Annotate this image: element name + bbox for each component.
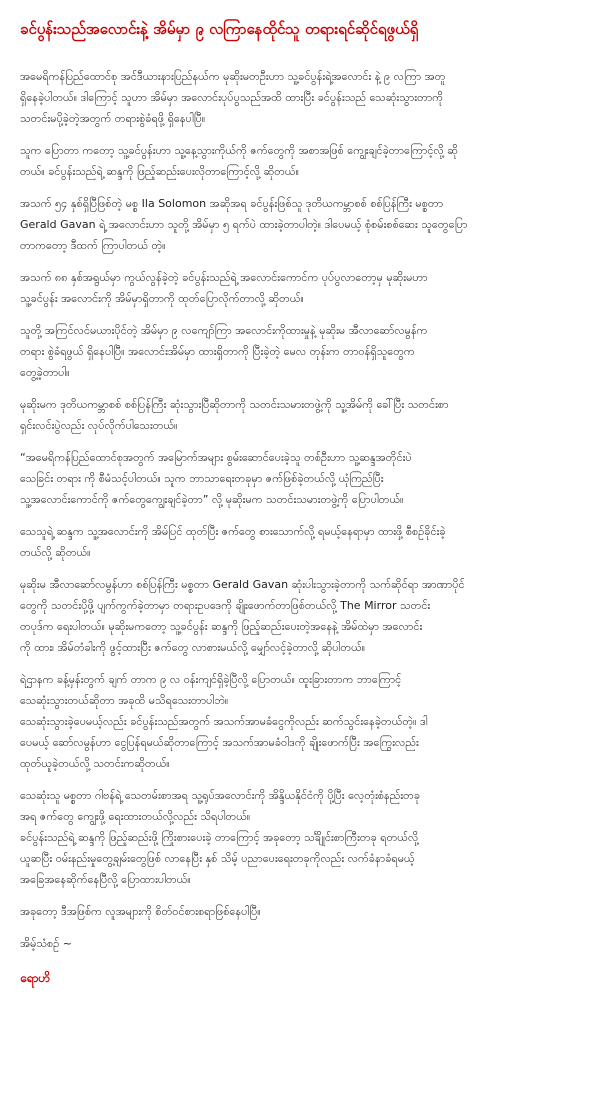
source-credit: ရောဟိ <box>20 971 51 985</box>
paragraph-line: မုဆိုးမ အီလာဆော်လမွန်ဟာ စစ်ပြန်ကြီး မစ္စတာ Gerald Gavan ဆုံးပါးသွားခဲ့တာကို သက်ဆိုင်ရာ အာဏာပိုင် <box>20 578 465 591</box>
author-signature: အိမ့်သံစဉ် ~ <box>20 937 73 950</box>
paragraph-line: တာကတော့ ဒီထက် ကြာပါတယ် တဲ့။ <box>20 239 166 252</box>
paragraph-line: ယူဆပြီး ဝမ်းနည်းမှုတွေ့ချမ်းတွေဖြစ် လာနေပြီး နှစ် သိမ့် ပညာပေးရေးတခုကိုလည်း လက်ခံနာခံရမယ့် <box>20 852 415 865</box>
paragraph-12 <box>20 901 582 922</box>
article-body <box>20 66 582 922</box>
paragraph-7-quote <box>20 447 582 510</box>
paragraph-2 <box>20 140 582 182</box>
paragraph-line: သူက ပြောတာ ကတော့ သူ့ခင်ပွန်းဟာ သူ့နေ့သွားကိုယ်ကို ဇက်တွေကို အစာအဖြစ် ကျွေးချင်ခဲ့တာကြောင့်လို့ ဆို <box>20 144 458 157</box>
paragraph-line: တယ်လို့ ဆိုတယ်။ <box>20 546 91 559</box>
paragraph-9 <box>20 574 582 658</box>
paragraph-line: သေခြင်း တရား ကို စီမံသင့်ပါတယ်။ သူက ဘာသာရေးတခုမှာ ဇက်ဖြစ်ခဲ့တယ်လို့ ယုံကြည်ပြီး <box>20 472 384 485</box>
paragraph-line: ကို ထား၊ အိမ်တံခါးကို ဖွင့်ထားပြီး ဇက်တွေ လာစားမယ်လို့ မျှော်လင့်ခဲ့တာလို့ ဆိုပါတယ်။ <box>20 641 366 654</box>
paragraph-line: အမေရိကန်ပြည်ထောင်စု အင်ဒီယားနားပြည်နယ်က မုဆိုးမတဦးဟာ သူ့ခင်ပွန်းရဲ့အလောင်း နဲ့ ၉ လကြာ အတူ <box>20 70 446 83</box>
paragraph-line: သူတို့ အကြင်လင်မယားပိုင်တဲ့ အိမ်မှာ ၉ လကျော်ကြာ အလောင်းကိုထားမှုနဲ့ မုဆိုးမ အီလာဆော်လမွန်က <box>20 324 428 337</box>
paragraph-line: အခြေအနေဆိုက်နေပြီလို့ ပြောထားပါတယ်။ <box>20 873 191 886</box>
paragraph-line: အရ ဇက်တွေ ကျွေးဖို့ ရေးထားတယ်လို့လည်း သိရပါတယ်။ <box>20 810 251 823</box>
paragraph-line: မုဆိုးမက ဒုတိယကမ္ဘာစစ် စစ်ပြန်ကြီး ဆုံးသွားပြီဆိုတာကို သတင်းသမားတဖွဲ့ကို သူ့အိမ်ကို ခေါ်ပြီး သတင်းစာ <box>20 398 449 411</box>
paragraph-8 <box>20 521 582 563</box>
paragraph-line: တပုဒ်က ရေးပါတယ်။ မုဆိုးမကတော့ သူ့ခင်ပွန်း ဆန္ဒကို ဖြည့်ဆည်းပေးတဲ့အနေနဲ့ အိမ်ထဲမှာ အလောင်း <box>20 620 423 633</box>
paragraph-line: Gerald Gavan ရဲ့ အလောင်းဟာ သူတို့ အိမ်မှာ ၅ ရက်ပဲ ထားခဲ့တာပါတဲ့။ ဒါပေမယ့် စုံစမ်းစစ်ဆေး သူတွေပြော <box>20 218 468 231</box>
paragraph-line: သေဆုံးသွားတယ်ဆိုတာ အခုထိ မသိရသေးတာပါဘဲ။ <box>20 694 229 707</box>
paragraph-line: သူ့ခင်ပွန်း အလောင်းကို အိမ်မှာရှိတာကို ထုတ်ပြောလိုက်တာလို့ ဆိုတယ်။ <box>20 292 304 305</box>
article-headline: ခင်ပွန်းသည်အလောင်းနဲ့ အိမ်မှာ ၉ လကြာနေထိုင်သူ တရားရင်ဆိုင်ရဖွယ်ရှိ <box>20 20 419 38</box>
paragraph-line: ရဲဌာနက ခန့်မှန်းတွက် ချက် တာက ၉ လ ဝန်းကျင်ရှိခဲ့ပြီလို့ ပြောတယ်။ ထူးခြားတာက ဘာကြောင့် <box>20 673 402 686</box>
paragraph-5 <box>20 320 582 383</box>
paragraph-6 <box>20 394 582 436</box>
paragraph-line: သတင်းမပို့ခဲ့တဲ့အတွက် တရားစွဲခံရဖို့ ရှိနေပါပြီ။ <box>20 112 206 125</box>
paragraph-line: ရှင်းလင်းပွဲလည်း လုပ်လိုက်ပါသေးတယ်။ <box>20 419 178 432</box>
paragraph-line: ခင်ပွန်းသည်ရဲ့ ဆန္ဒကို ဖြည့်ဆည်းဖို့ ကြိုးစားပေးခဲ့ တာကြောင့် အခုတော့ သင်္ချိုင်းစာကြီးတခု ရတယ်လို့ <box>20 831 419 844</box>
paragraph-11 <box>20 785 582 890</box>
paragraph-line: တယ်။ ခင်ပွန်းသည်ရဲ့ ဆန္ဒကို ဖြည့်ဆည်းပေးလိုတာကြောင့်လို့ ဆိုတယ်။ <box>20 165 299 178</box>
paragraph-line: ရှိနေခဲ့ပါတယ်။ ဒါကြောင့် သူဟာ အိမ်မှာ အလောင်းပုပ်ပွသည်အထိ ထားပြီး ခင်ပွန်းသည် သေဆုံးသွားတာကို <box>20 91 444 104</box>
paragraph-line: သေဆုံးသူ မစ္စတာ ဂါဗန်ရဲ့ သေတမ်းစာအရ သူ့ရုပ်အလောင်းကို အိန္ဒိယနိုင်ငံကို ပို့ပြီး လေ့တုံးစံနည်းတခု <box>20 789 421 802</box>
paragraph-line: တရား စွဲခံရဖွယ် ရှိနေပါပြီ။ အလောင်းအိမ်မှာ ထားရှိတာကို ပြီးခဲ့တဲ့ မေလ တုန်းက တာဝန်ရှိသူတွေက <box>20 345 415 358</box>
paragraph-10 <box>20 669 582 774</box>
paragraph-4 <box>20 267 582 309</box>
paragraph-line: သူ့အလောင်းကောင်ကို ဇက်တွေကျွေးချင်ခဲ့တာ” လို့ မုဆိုးမက သတင်းသမားတဖွဲ့ကို ပြောပါတယ်။ <box>20 493 404 506</box>
paragraph-line: သေဆုံးသွားခဲ့ပေမယ့်လည်း ခင်ပွန်းသည်အတွက် အသက်အာမခံငွေကိုလည်း ဆက်သွင်းနေခဲ့တယ်တဲ့။ ဒါ <box>20 715 428 728</box>
paragraph-line: တွေကို သတင်းပို့ဖို့ ပျက်ကွက်ခဲ့တာမှာ တရားဥပဒေကို ချိုးဖောက်တာဖြစ်တယ်လို့ The Mirror သတင်း <box>20 599 431 612</box>
paragraph-line: အသက် ၈၈ နှစ်အရွယ်မှာ ကွယ်လွန်ခဲ့တဲ့ ခင်ပွန်းသည်ရဲ့ အလောင်းကောင်က ပုပ်ပွလာတော့မှ မုဆိုးမဟာ <box>20 271 428 284</box>
paragraph-line: “အမေရိကန်ပြည်ထောင်စုအတွက် အမြောက်အများ စွမ်းဆောင်ပေးခဲ့သူ တစ်ဦးဟာ သူ့ဆန္ဒအတိုင်းပဲ <box>20 451 412 464</box>
paragraph-line: အခုတော့ ဒီအဖြစ်က လူအများကို စိတ်ဝင်စားစရာဖြစ်နေပါပြီ။ <box>20 905 261 918</box>
paragraph-line: ထုတ်ယူခဲ့တယ်လို့ သတင်းကဆိုတယ်။ <box>20 757 170 770</box>
paragraph-line: တွေ့ခဲ့တာပါ။ <box>20 366 70 379</box>
paragraph-1 <box>20 66 582 129</box>
paragraph-3 <box>20 193 582 256</box>
paragraph-line: သေသူရဲ့ ဆန္ဒက သူ့အလောင်းကို အိမ်ပြင် ထုတ်ပြီး ဇက်တွေ စားသောက်လို့ ရမယ့်နေရာမှာ ထားဖို့ စီစဉ်ခိုင်းခဲ့ <box>20 525 446 538</box>
paragraph-line: ပေမယ့် ဆော်လမွန်ဟာ ငွေပြန်ရမယ်ဆိုတာကြောင့် အသက်အာမခံဝါဒကို ချိုးဖောက်ပြီး အကြွေးလည်း <box>20 736 419 749</box>
paragraph-line: အသက် ၅၄ နှစ်ရှိပြီဖြစ်တဲ့ မစ္စ Ila Solomon အဆိုအရ ခင်ပွန်းဖြစ်သူ ဒုတိယကမ္ဘာစစ် စစ်ပြန်ကြီး မစ္စတာ <box>20 197 444 210</box>
